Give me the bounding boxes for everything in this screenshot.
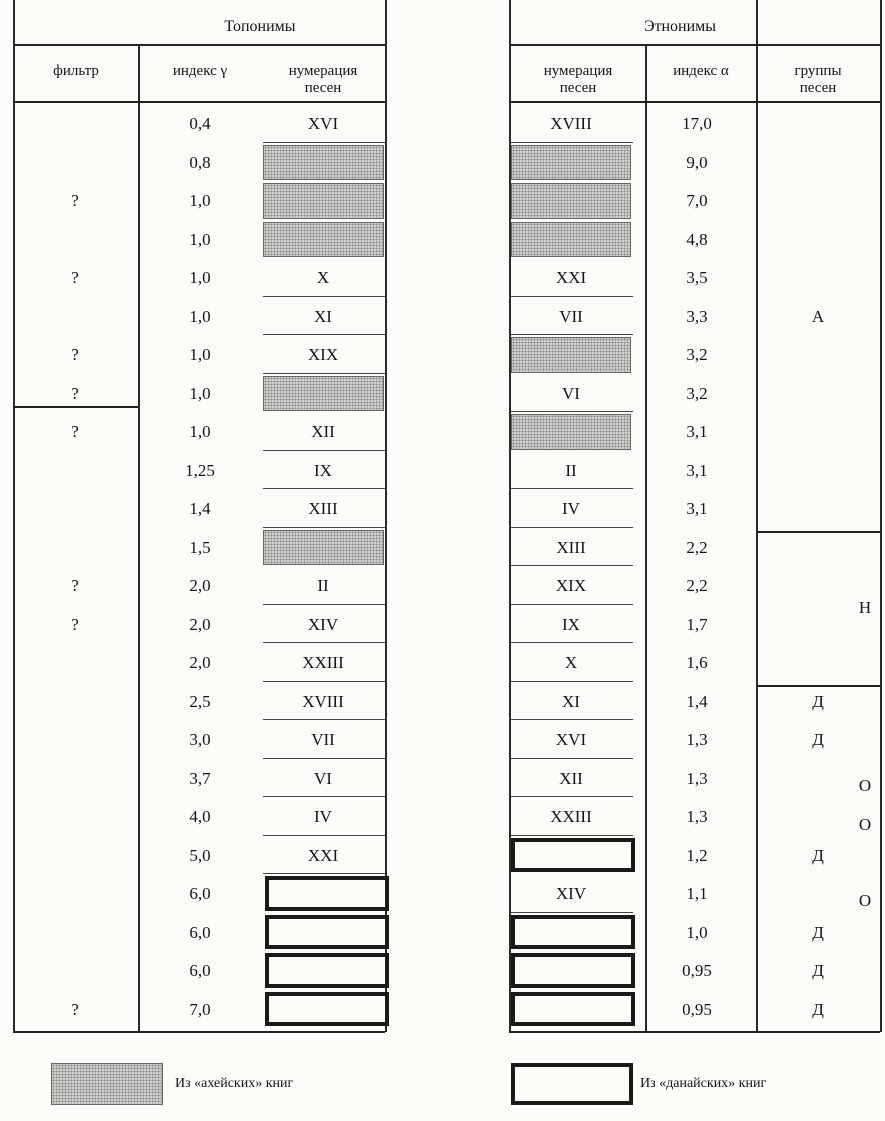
song-group-cell: Д — [812, 845, 824, 865]
alpha-index-cell: 17,0 — [682, 114, 712, 133]
song-number-cell: XXI — [307, 845, 339, 865]
achaean-book-marker — [511, 145, 631, 181]
gamma-index-cell: 1,0 — [189, 229, 211, 249]
row-rule — [511, 912, 633, 913]
alpha-index-cell: 3,2 — [686, 345, 708, 364]
gamma-index-cell: 6,0 — [189, 884, 211, 903]
gamma-index-cell: 7,0 — [189, 999, 211, 1019]
row-rule — [511, 835, 633, 836]
row-rule — [263, 450, 385, 451]
group-rule — [756, 531, 880, 533]
song-groups-column-header: группы песен — [794, 63, 842, 96]
danaan-book-marker — [265, 992, 389, 1027]
gamma-index-cell: 2,0 — [189, 614, 211, 634]
gamma-index-cell: 1,4 — [189, 499, 211, 518]
song-group-cell: Д — [812, 999, 824, 1019]
gamma-index-cell: 6,0 — [189, 922, 211, 942]
table-right-border — [880, 0, 882, 1032]
filter-cell: ? — [71, 345, 79, 364]
row-rule — [511, 604, 633, 605]
song-number-cell: XIV — [555, 884, 587, 903]
song-number-cell: XXIII — [302, 653, 344, 672]
group-label-o: О — [858, 815, 872, 834]
danaan-book-marker — [511, 953, 635, 988]
achaean-book-marker — [263, 183, 384, 219]
alpha-index-cell: 1,3 — [686, 807, 708, 826]
achaean-book-marker — [511, 414, 631, 450]
row-rule — [263, 488, 385, 489]
gamma-index-cell: 1,0 — [189, 422, 211, 441]
song-number-cell: XII — [559, 768, 583, 788]
gamma-index-cell: 5,0 — [189, 845, 211, 865]
row-rule — [511, 488, 633, 489]
gamma-index-cell: 1,25 — [185, 460, 215, 480]
row-rule — [511, 565, 633, 566]
danaan-book-marker — [265, 953, 389, 988]
song-numbering-column-header: нумерация песен — [543, 63, 613, 96]
song-number-cell: VI — [562, 383, 580, 403]
filter-cell: ? — [71, 614, 79, 634]
song-number-cell: II — [317, 576, 329, 595]
group-rule — [756, 685, 880, 687]
song-number-cell: XVIII — [550, 114, 592, 133]
song-number-cell: XIII — [556, 537, 586, 557]
danaan-book-marker — [511, 838, 635, 873]
danaan-book-marker — [511, 915, 635, 950]
song-group-cell: А — [811, 306, 825, 326]
row-rule — [263, 796, 385, 797]
song-group-cell: Д — [812, 691, 824, 711]
gamma-index-column-header: индекс γ — [172, 63, 228, 79]
alpha-index-cell: 3,5 — [686, 268, 708, 287]
row-rule — [511, 527, 633, 528]
header-rule — [509, 44, 880, 46]
alpha-index-cell: 3,3 — [686, 306, 708, 326]
row-rule — [511, 411, 633, 412]
filter-column-header: фильтр — [53, 63, 99, 79]
alpha-index-cell: 1,0 — [686, 922, 708, 942]
header-rule — [13, 101, 385, 103]
gamma-index-cell: 2,5 — [189, 691, 211, 711]
achaean-book-marker — [263, 530, 384, 566]
row-rule — [263, 527, 385, 528]
song-number-cell: IV — [562, 499, 580, 518]
header-rule — [13, 44, 385, 46]
alpha-index-cell: 3,2 — [686, 383, 708, 403]
achaean-book-marker — [263, 222, 384, 258]
gamma-index-cell: 4,0 — [189, 807, 211, 826]
song-number-cell: XII — [311, 422, 335, 441]
alpha-index-column-header: индекс α — [673, 63, 729, 79]
song-number-cell: IV — [314, 807, 332, 826]
gamma-index-cell: 1,0 — [189, 383, 211, 403]
song-number-cell: IX — [314, 460, 332, 480]
song-number-cell: XI — [314, 306, 332, 326]
danaan-book-marker — [265, 915, 389, 950]
row-rule — [511, 334, 633, 335]
achaean-book-marker — [263, 145, 384, 181]
song-group-cell: Д — [812, 961, 824, 980]
alpha-index-cell: 1,6 — [686, 653, 708, 672]
row-rule — [511, 142, 633, 143]
legend-danaan-label: Из «данайских» книг — [640, 1076, 767, 1091]
gamma-index-cell: 6,0 — [189, 961, 211, 980]
achaean-book-marker — [511, 337, 631, 373]
song-numbering-column-header: нумерация песен — [288, 63, 358, 96]
row-rule — [263, 642, 385, 643]
achaean-book-marker — [263, 376, 384, 412]
alpha-index-cell: 2,2 — [686, 537, 708, 557]
row-rule — [263, 681, 385, 682]
ethnonyms-heading: Этнонимы — [643, 18, 717, 35]
group-label-o: О — [858, 776, 872, 795]
row-rule — [511, 719, 633, 720]
alpha-index-cell: 3,1 — [686, 422, 708, 441]
row-rule — [511, 796, 633, 797]
song-number-cell: XXI — [555, 268, 587, 287]
song-number-cell: XI — [562, 691, 580, 711]
song-group-cell: Д — [812, 730, 824, 749]
song-number-cell: X — [316, 268, 330, 287]
song-number-cell: XVIII — [302, 691, 344, 711]
row-rule — [263, 835, 385, 836]
song-number-cell: XXIII — [550, 807, 592, 826]
header-rule — [509, 101, 880, 103]
song-number-cell: XIX — [307, 345, 339, 364]
legend-danaan-swatch — [511, 1063, 633, 1105]
alpha-index-cell: 3,1 — [686, 499, 708, 518]
song-number-cell: VII — [311, 730, 335, 749]
gamma-index-cell: 2,0 — [189, 576, 211, 595]
song-number-cell: XIII — [308, 499, 338, 518]
achaean-book-marker — [511, 222, 631, 258]
filter-cell: ? — [71, 422, 79, 441]
gamma-index-cell: 0,4 — [189, 114, 211, 133]
alpha-index-cell: 9,0 — [686, 152, 708, 172]
legend-achaean-swatch — [51, 1063, 163, 1105]
group-label-o: О — [858, 891, 872, 910]
alpha-index-cell: 2,2 — [686, 576, 708, 595]
column-divider — [756, 0, 758, 1032]
row-rule — [263, 296, 385, 297]
filter-cell: ? — [71, 383, 79, 403]
gamma-index-cell: 0,8 — [189, 152, 211, 172]
table-left-border — [13, 0, 15, 1032]
song-number-cell: VI — [314, 768, 332, 788]
toponyms-heading: Топонимы — [224, 18, 296, 35]
row-rule — [263, 758, 385, 759]
gamma-index-cell: 1,0 — [189, 268, 211, 287]
achaean-book-marker — [511, 183, 631, 219]
row-rule — [263, 719, 385, 720]
row-rule — [263, 373, 385, 374]
group-label-n: Н — [858, 598, 872, 617]
gamma-index-cell: 1,0 — [189, 191, 211, 210]
alpha-index-cell: 1,3 — [686, 768, 708, 788]
filter-cell: ? — [71, 576, 79, 595]
gamma-index-cell: 3,7 — [189, 768, 211, 788]
song-number-cell: XVI — [555, 730, 587, 749]
filter-cell: ? — [71, 191, 79, 210]
filter-cell: ? — [71, 268, 79, 287]
song-number-cell: XVI — [307, 114, 339, 133]
row-rule — [263, 142, 385, 143]
row-rule — [511, 642, 633, 643]
song-number-cell: II — [565, 460, 577, 480]
gamma-index-cell: 1,0 — [189, 345, 211, 364]
row-rule — [511, 681, 633, 682]
alpha-index-cell: 1,2 — [686, 845, 708, 865]
gamma-index-cell: 1,0 — [189, 306, 211, 326]
gamma-index-cell: 2,0 — [189, 653, 211, 672]
alpha-index-cell: 1,1 — [686, 884, 708, 903]
table-bottom-border — [509, 1031, 880, 1033]
row-rule — [263, 604, 385, 605]
gamma-index-cell: 1,5 — [189, 537, 211, 557]
song-number-cell: VII — [559, 306, 583, 326]
row-rule — [511, 758, 633, 759]
filter-cell: ? — [71, 999, 79, 1019]
alpha-index-cell: 7,0 — [686, 191, 708, 210]
danaan-book-marker — [511, 992, 635, 1027]
alpha-index-cell: 4,8 — [686, 229, 708, 249]
row-rule — [263, 873, 385, 874]
song-number-cell: XIV — [307, 614, 339, 634]
filter-group-rule — [13, 406, 138, 408]
alpha-index-cell: 1,3 — [686, 730, 708, 749]
song-number-cell: XIX — [555, 576, 587, 595]
alpha-index-cell: 0,95 — [682, 961, 712, 980]
danaan-book-marker — [265, 876, 389, 911]
song-number-cell: X — [564, 653, 578, 672]
row-rule — [511, 296, 633, 297]
alpha-index-cell: 0,95 — [682, 999, 712, 1019]
row-rule — [263, 334, 385, 335]
song-group-cell: Д — [812, 922, 824, 942]
legend-achaean-label: Из «ахейских» книг — [175, 1076, 294, 1091]
alpha-index-cell: 1,7 — [686, 614, 708, 634]
gamma-index-cell: 3,0 — [189, 730, 211, 749]
alpha-index-cell: 1,4 — [686, 691, 708, 711]
alpha-index-cell: 3,1 — [686, 460, 708, 480]
table-bottom-border — [13, 1031, 385, 1033]
song-number-cell: IX — [562, 614, 580, 634]
